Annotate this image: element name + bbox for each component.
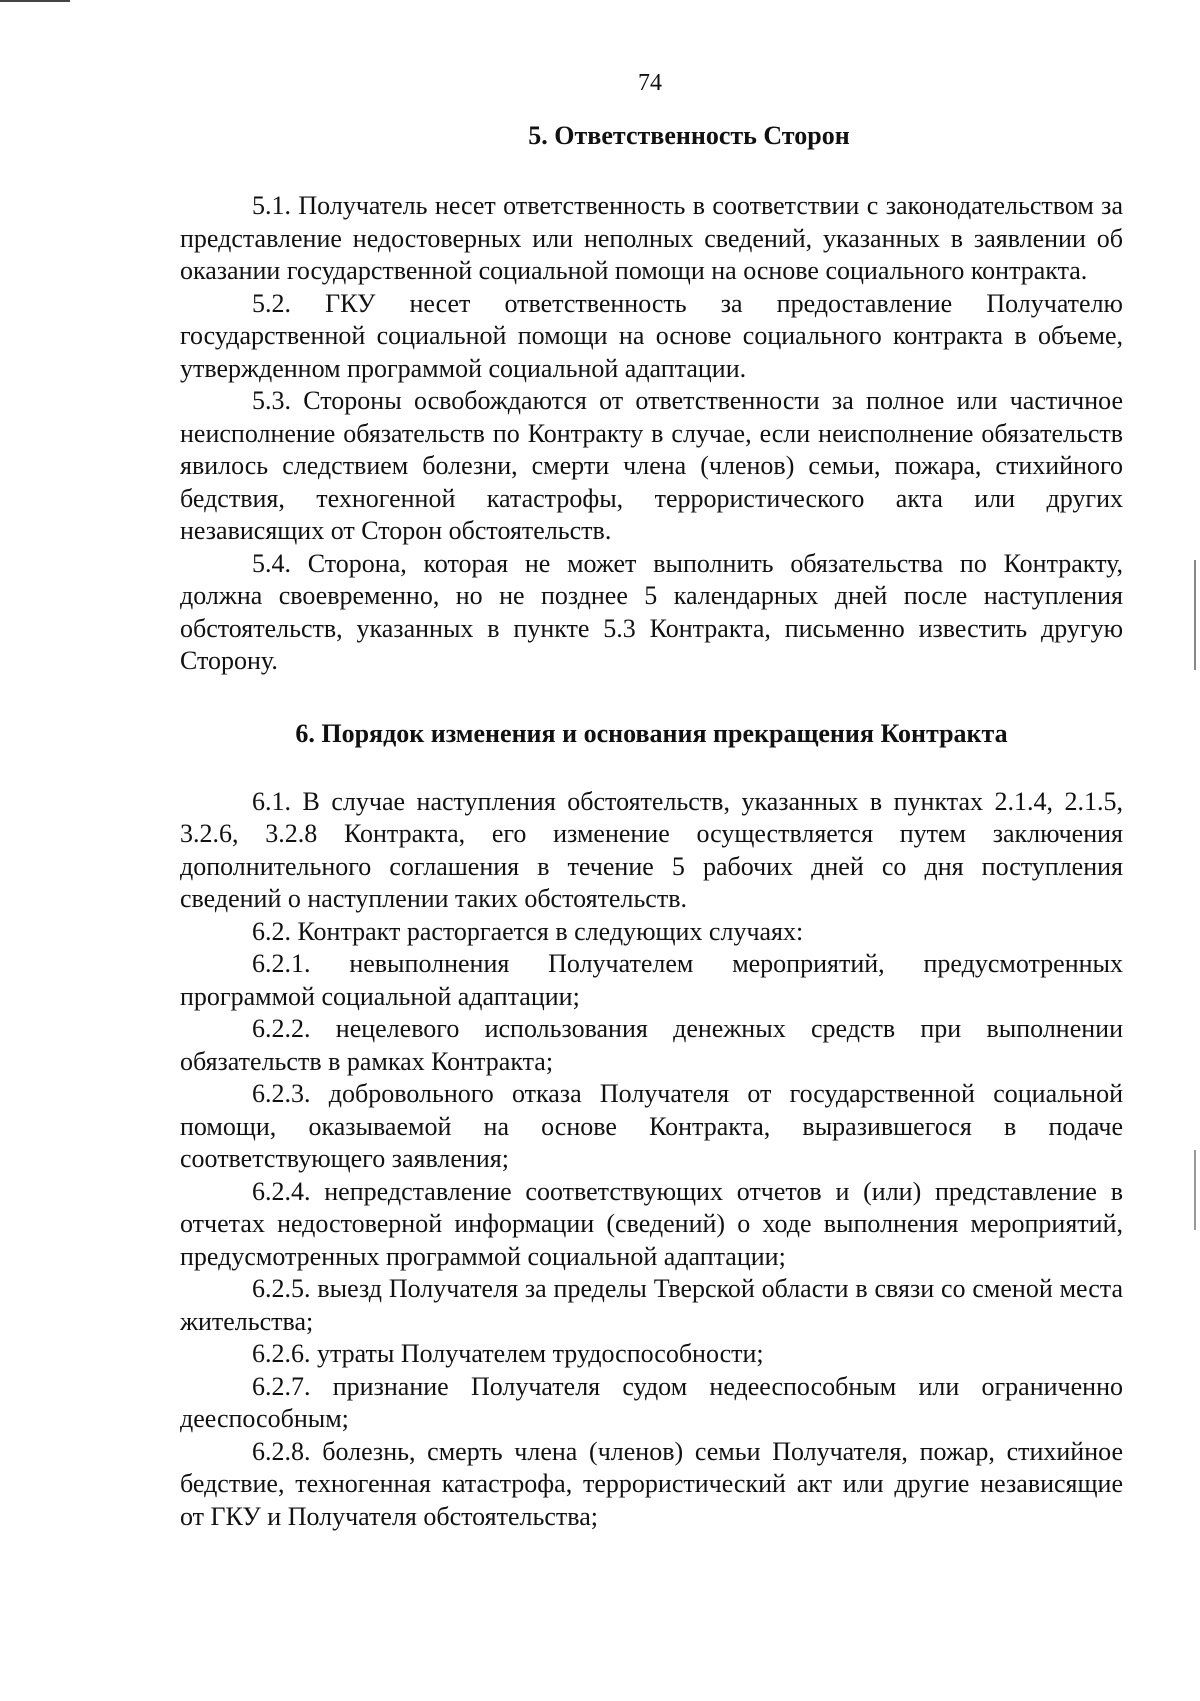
paragraph-5-1: 5.1. Получатель несет ответственность в соответствии с законодательством за представление недостоверных или неполных сведений, указанных в заявлении об оказании государственной социальной помощи на основе социального контракта. [180,191,1123,285]
section-6-heading: 6. Порядок изменения и основания прекращения Контракта [295,718,1008,748]
paragraph-6-2: 6.2. Контракт расторгается в следующих случаях: [252,916,804,946]
scan-edge-mark [1194,1150,1196,1230]
paragraph-6-2-7: 6.2.7. признание Получателя судом недееспособным или ограниченно дееспособным; [180,1371,1123,1433]
scan-edge-mark [0,0,70,2]
scan-edge-mark [1194,560,1196,670]
paragraph-6-2-4: 6.2.4. непредставление соответствующих отчетов и (или) представление в отчетах недостоверной информации (сведений) о ходе выполнения мероприятий, предусмотренных программой социальной адаптации; [180,1176,1123,1271]
paragraph-6-1: 6.1. В случае наступления обстоятельств, указанных в пунктах 2.1.4, 2.1.5, 3.2.6, 3.2.8 Контракта, его изменение осуществляется путем заключения дополнительного соглашения в течение 5 рабочих дней со дня поступления сведений о наступлении таких обстоятельств. [180,786,1123,913]
paragraph-5-4: 5.4. Сторона, которая не может выполнить обязательства по Контракту, должна своевременно, но не позднее 5 календарных дней после наступления обстоятельств, указанных в пункте 5.3 Контракта, письменно известить другую Сторону. [180,548,1123,675]
document-body [180,120,1123,1533]
paragraph-5-3: 5.3. Стороны освобождаются от ответственности за полное или частичное неисполнение обязательств по Контракту в случае, если неисполнение обязательств явилось следствием болезни, смерти члена (членов) семьи, пожара, стихийного бедствия, техногенной катастрофы, террористического акта или других независящих от Сторон обстоятельств. [180,386,1123,545]
paragraph-6-2-8: 6.2.8. болезнь, смерть члена (членов) семьи Получателя, пожар, стихийное бедствие, техногенная катастрофа, террористический акт или другие независящие от ГКУ и Получателя обстоятельства; [180,1436,1123,1531]
paragraph-5-2: 5.2. ГКУ несет ответственность за предоставление Получателю государственной социальной помощи на основе социального контракта в объеме, утвержденном программой социальной адаптации. [180,288,1123,383]
page-number: 74 [638,70,662,96]
paragraph-6-2-3: 6.2.3. добровольного отказа Получателя от государственной социальной помощи, оказываемой на основе Контракта, выразившегося в подаче соответствующего заявления; [180,1079,1123,1173]
paragraph-6-2-6: 6.2.6. утраты Получателем трудоспособности; [252,1339,764,1368]
section-5-heading: 5. Ответственность Сторон [528,121,850,150]
paragraph-6-2-5: 6.2.5. выезд Получателя за пределы Тверской области в связи со сменой места жительства; [180,1274,1123,1336]
paragraph-6-2-1: 6.2.1. невыполнения Получателем мероприятий, предусмотренных программой социальной адаптации; [180,949,1123,1011]
paragraph-6-2-2: 6.2.2. нецелевого использования денежных средств при выполнении обязательств в рамках Контракта; [180,1014,1123,1076]
